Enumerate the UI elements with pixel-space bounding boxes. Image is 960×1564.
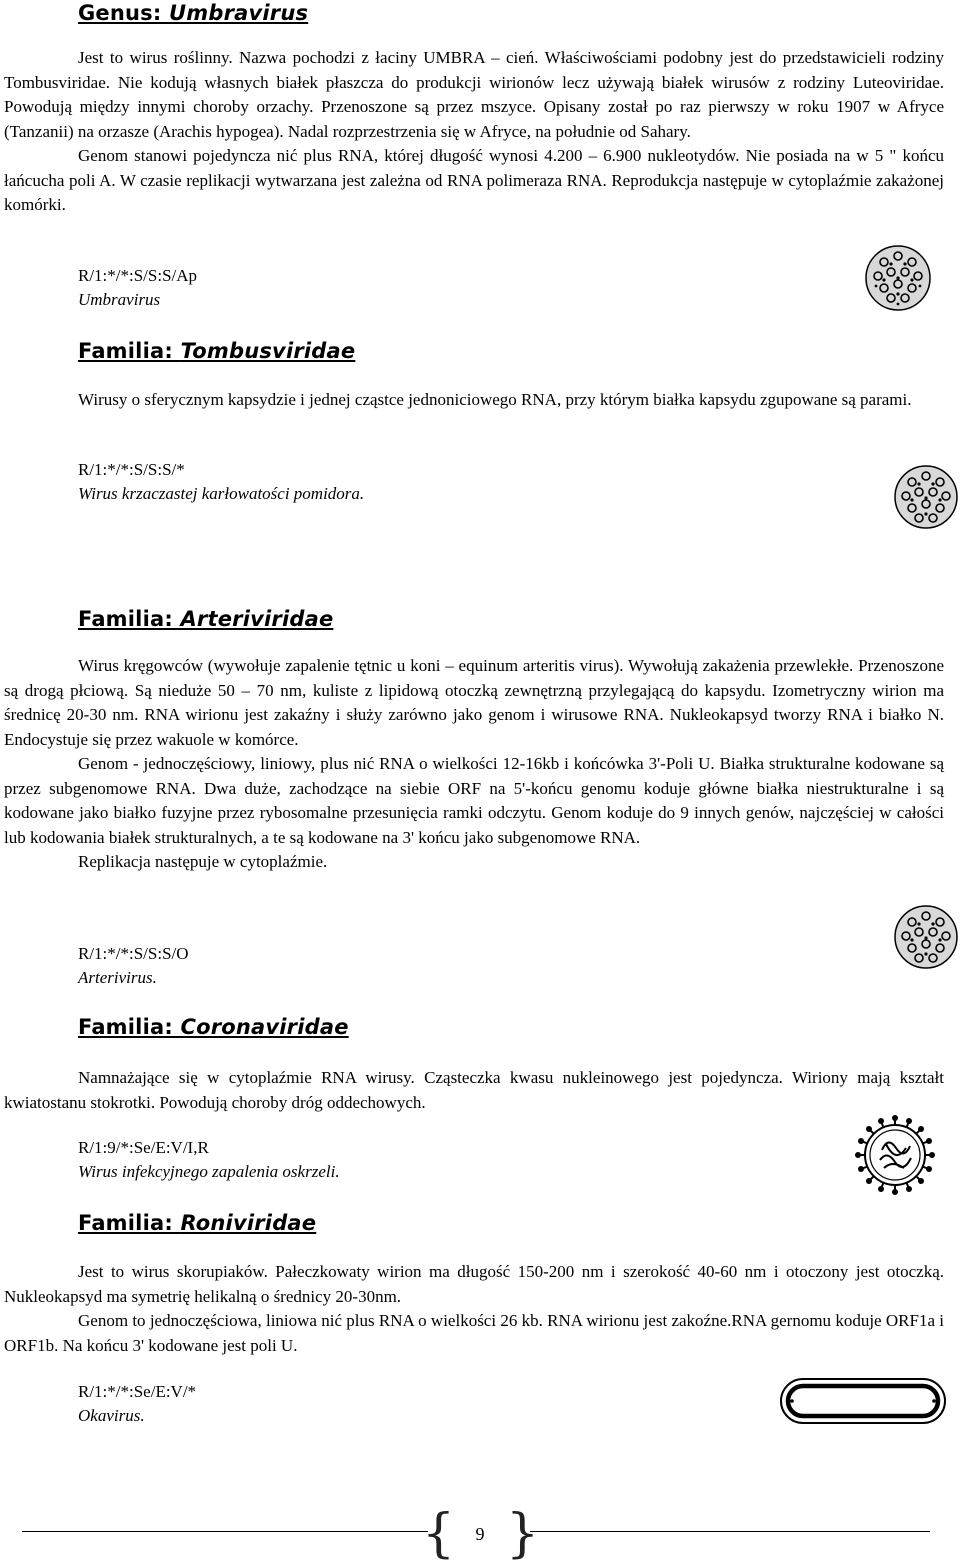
classification-block: [78, 458, 364, 506]
section-heading: Genus: Umbravirus: [78, 1, 309, 25]
classification-code: R/1:*/*:Se/E:V/*: [78, 1382, 197, 1401]
spherical-virion-icon: [893, 464, 959, 530]
section-heading: Familia: Roniviridae: [78, 1211, 317, 1235]
footer-rule: [530, 1531, 930, 1532]
example-virus: Okavirus.: [78, 1406, 145, 1425]
corona-virion-icon: [854, 1114, 936, 1196]
section-text: Jest to wirus roślinny. Nazwa pochodzi z łaciny UMBRA – cień. Właściwościami podobny jest do przedstawicieli rodziny Tombusviridae. Nie kodują własnych białek płaszcza do produkcji wirionów lecz używają białek wirusów z rodziny Luteoviridae. Powodują między innymi choroby orzachy. Przenoszone są przez mszyce. Opisany został po raz pierwszy w roku 1907 w Afryce (Tanzanii) na orzasze (Arachis hypogea). Nadal rozprzestrzenia się w Afryce, na południe od Sahary. Genom stanowi pojedyncza nić plus RNA, której długość wynosi 4.200 – 6.900 nukleotydów. Nie posiada na w 5 " końcu łańcucha poli A. W czasie replikacji wytwarzana jest zależna od RNA polimeraza RNA. Reprodukcja następuje w cytoplaźmie zakażonej komórki.: [4, 48, 944, 214]
classification-code: R/1:*/*:S/S:S/Ap: [78, 266, 198, 285]
classification-block: [78, 942, 189, 990]
classification-code: R/1:*/*:S/S:S/O: [78, 944, 189, 963]
spherical-virion-icon: [864, 244, 932, 312]
left-brace-icon: {: [422, 1504, 456, 1564]
classification-block: [78, 1136, 340, 1184]
section-text: Wirusy o sferycznym kapsydzie i jednej cząstce jednoniciowego RNA, przy którym białka kapsydu zgupowane są parami.: [78, 390, 912, 409]
spherical-virion-icon: [893, 904, 959, 970]
classification-block: [78, 1380, 196, 1428]
classification-block: [78, 264, 197, 312]
classification-code: R/1:9/*:Se/E:V/I,R: [78, 1138, 209, 1157]
example-virus: Arterivirus.: [78, 968, 157, 987]
example-virus: Umbravirus: [78, 290, 161, 309]
section-heading: Familia: Tombusviridae: [78, 339, 356, 363]
rod-virion-icon: [778, 1376, 948, 1426]
section-heading: Familia: Arteriviridae: [78, 607, 334, 631]
page-number: 9: [475, 1524, 485, 1544]
section-text: Namnażające się w cytoplaźmie RNA wirusy. Cząsteczka kwasu nukleinowego jest pojedyncza. Wiriony mają kształt kwiatostanu stokrotki. Powodują choroby dróg oddechowych.: [4, 1068, 944, 1112]
section-text: Jest to wirus skorupiaków. Pałeczkowaty wirion ma długość 150-200 nm i szerokość 40-60 nm i otoczony jest otoczką. Nukleokapsyd ma symetrię helikalną o średnicy 20-30nm. Genom to jednoczęściowa, liniowa nić plus RNA o wielkości 26 kb. RNA wirionu jest zakoźne.RNA gernomu koduje ORF1a i ORF1b. Na końcu 3' kodowane jest poli U.: [4, 1262, 944, 1355]
classification-code: R/1:*/*:S/S:S/*: [78, 460, 185, 479]
section-text: Wirus kręgowców (wywołuje zapalenie tętnic u koni – equinum arteritis virus). Wywołują zakażenia przewlekłe. Przenoszone są drogą płciową. Są nieduże 50 – 70 nm, kuliste z lipidową otoczką zewnętrzną przylegającą do kapsydu. Izometryczny wirion ma średnicę 20-30 nm. RNA wirionu jest zakaźny i służy zarówno jako genom i wirusowe RNA. Nukleokapsyd tworzy RNA i białko N. Endocystuje się przez wakuole w komórce. Genom - jednoczęściowy, liniowy, plus nić RNA o wielkości 12-16kb i końcówka 3'-Poli U. Białka strukturalne kodowane są przez subgenomowe RNA. Dwa duże, zachodzące na siebie ORF na 5'-końcu genomu koduje główne białka niestrukturalne i są kodowane jako białko fuzyjne przez rybosomalne przesunięcia ramki odczytu. Genom koduje do 9 innych genów, najczęściej w całości lub kodowania białek strukturalnych, a te są kodowane na 3' końcu jako subgenomowe RNA. Replikacja następuje w cytoplaźmie.: [4, 656, 944, 871]
example-virus: Wirus infekcyjnego zapalenia oskrzeli.: [78, 1162, 340, 1181]
footer-rule: [22, 1531, 428, 1532]
example-virus: Wirus krzaczastej karłowatości pomidora.: [78, 484, 365, 503]
section-heading: Familia: Coronaviridae: [78, 1015, 349, 1039]
right-brace-icon: }: [506, 1504, 540, 1564]
